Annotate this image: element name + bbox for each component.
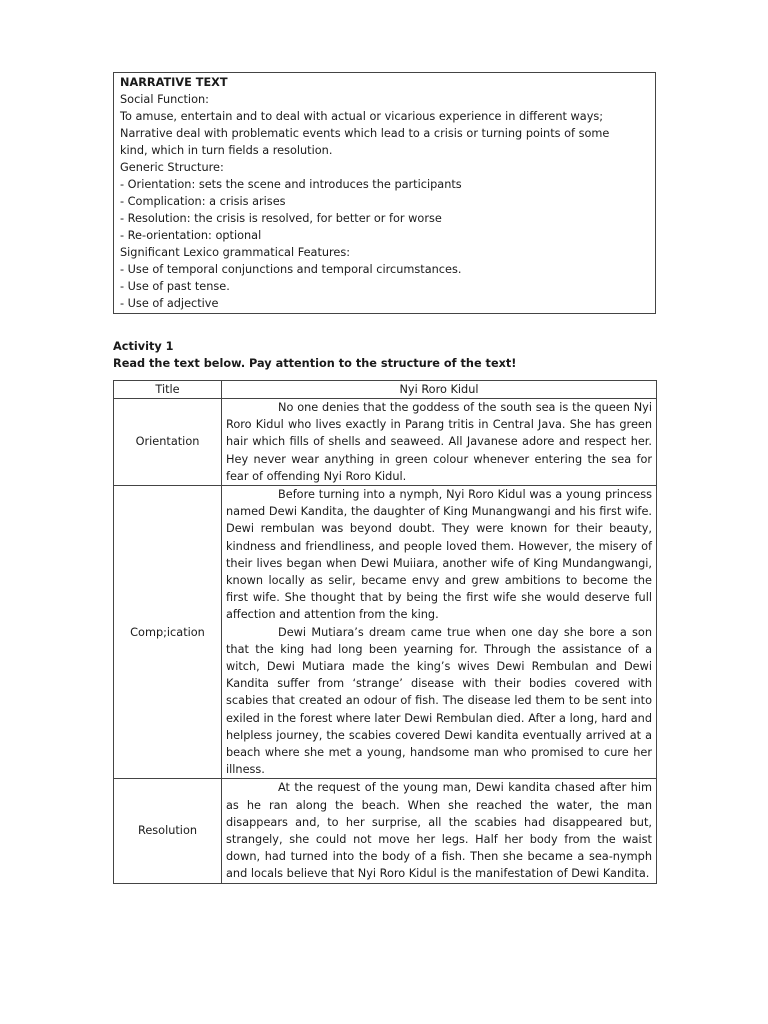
row-text-resolution (222, 779, 657, 883)
box-line: kind, which in turn fields a resolution. (120, 144, 333, 157)
paragraph: Before turning into a nymph, Nyi Roro Kidul was a young princess named Dewi Kandita, the daughter of King Munangwangi and his first wife. Dewi rembulan was beyond doubt. They were known for their beauty, kindness and friendliness, and people loved them. However, the misery of their lives began when Dewi Muiiara, another wife of King Mundangwangi, known locally as selir, became envy and grew ambitions to become the first wife. She thought that by being the first wife she would deserve full affection and attention from the king. (226, 488, 652, 622)
row-text-orientation (222, 399, 657, 486)
box-line: - Resolution: the crisis is resolved, for better or for worse (120, 212, 442, 225)
paragraph: At the request of the young man, Dewi kandita chased after him as he ran along the beach. When she reached the water, the man disappears and, to her surprise, all the scabies had disappeared but, strangely, she could not move her legs. Half her body from the waist down, had turned into the body of a fish. Then she became a sea-nymph and locals believe that Nyi Roro Kidul is the manifestation of Dewi Kandita. (226, 781, 652, 881)
story-structure-table (113, 380, 657, 884)
box-line: - Orientation: sets the scene and introduces the participants (120, 178, 462, 191)
box-line: Social Function: (120, 93, 209, 106)
box-heading: NARRATIVE TEXT (120, 76, 228, 89)
box-line: - Re-orientation: optional (120, 229, 262, 242)
activity-instruction: Read the text below. Pay attention to the structure of the text! (113, 357, 517, 370)
narrative-text-box (113, 72, 656, 314)
row-label-resolution: Resolution (114, 779, 222, 883)
header-title-cell: Title (114, 381, 222, 399)
box-line: - Use of adjective (120, 297, 219, 310)
paragraph: Dewi Mutiara’s dream came true when one day she bore a son that the king had long been yearning for. Through the assistance of a witch, Dewi Mutiara made the king’s wives Dewi Rembulan and Dewi Kandita suffer from ‘strange’ disease with their bodies covered with scabies that created an odour of fish. The disease led them to be sent into exiled in the forest where later Dewi Rembulan died. After a long, hard and helpless journey, the scabies covered Dewi kandita eventually arrived at a beach where she met a young, handsome man who promised to cure her illness. (226, 625, 652, 777)
box-line: - Use of temporal conjunctions and temporal circumstances. (120, 263, 462, 276)
box-line: Narrative deal with problematic events which lead to a crisis or turning points of some (120, 127, 610, 140)
table-header-row (114, 381, 657, 399)
box-line: To amuse, entertain and to deal with actual or vicarious experience in different ways; (120, 110, 604, 123)
row-label-orientation: Orientation (114, 399, 222, 486)
activity-title: Activity 1 (113, 340, 174, 353)
paragraph: No one denies that the goddess of the south sea is the queen Nyi Roro Kidul who lives exactly in Parang tritis in Central Java. She has green hair which fills of shells and seaweed. All Javanese adore and respect her. Hey never wear anything in green colour whenever entering the sea for fear of offending Nyi Roro Kidul. (226, 401, 652, 483)
table-row (114, 486, 657, 779)
box-line: - Complication: a crisis arises (120, 195, 286, 208)
box-line: Significant Lexico grammatical Features: (120, 246, 351, 259)
box-line: Generic Structure: (120, 161, 224, 174)
row-label-complication: Comp;ication (114, 486, 222, 779)
table-row (114, 779, 657, 883)
table-row (114, 399, 657, 486)
box-line: - Use of past tense. (120, 280, 230, 293)
header-story-title-cell: Nyi Roro Kidul (222, 381, 657, 399)
row-text-complication (222, 486, 657, 779)
